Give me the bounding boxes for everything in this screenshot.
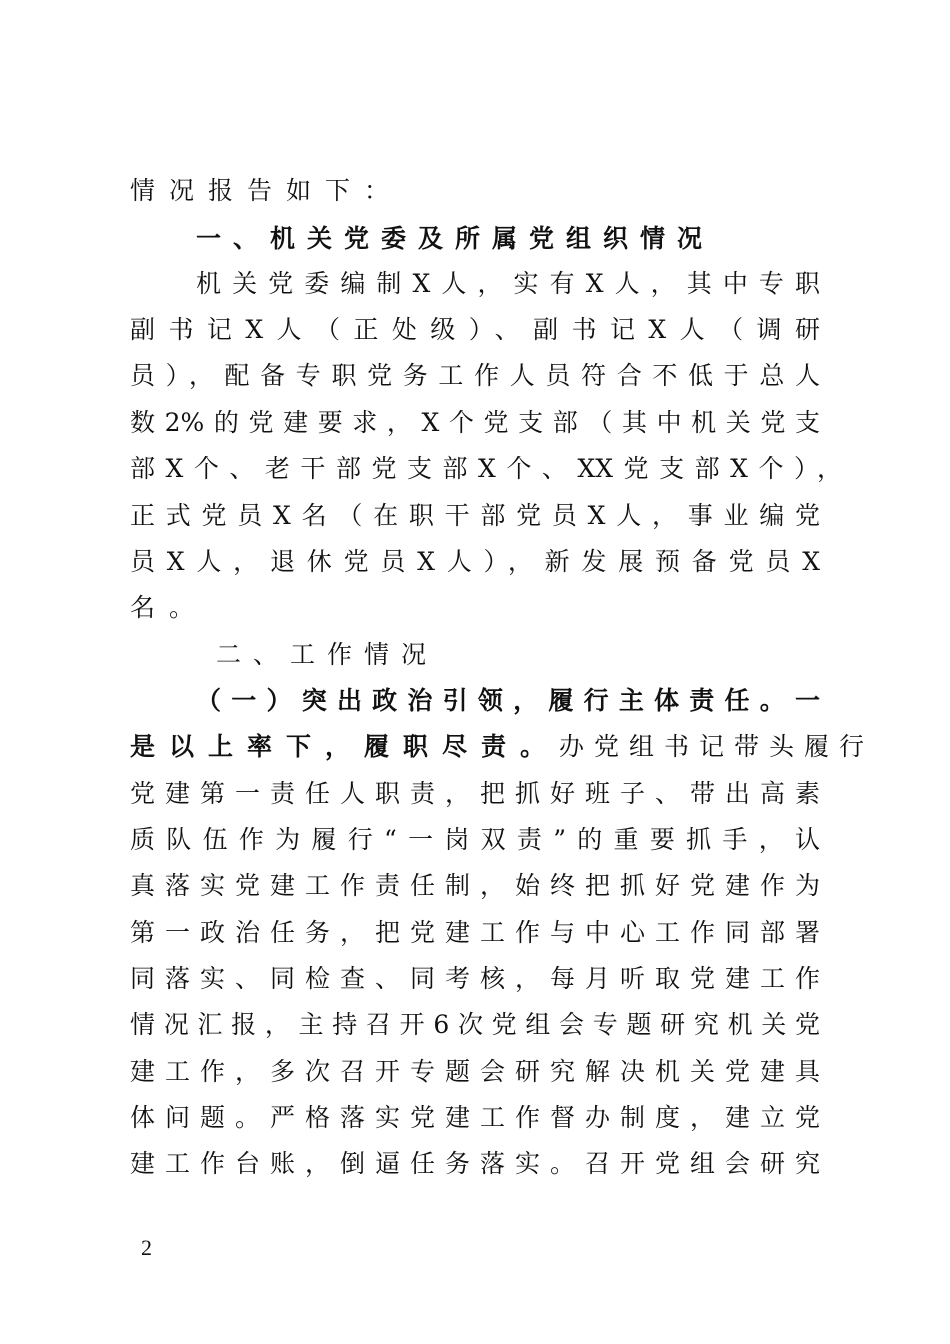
body-line: 机关党委编制X人，实有X人，其中专职 (196, 269, 820, 298)
body-line: 建工作，多次召开专题会研究解决机关党建具 (130, 1057, 820, 1086)
body-line: 第一政治任务，把党建工作与中心工作同部署 (130, 918, 820, 947)
body-line: 建工作台账，倒逼任务落实。召开党组会研究 (130, 1149, 820, 1178)
body-line: 正式党员X名（在职干部党员X人，事业编党 (130, 501, 820, 530)
body-line: 员），配备专职党务工作人员符合不低于总人 (130, 361, 820, 390)
body-line: 体问题。严格落实党建工作督办制度，建立党 (130, 1103, 820, 1132)
subsection-heading: （一）突出政治引领，履行主体责任。一 (196, 686, 820, 715)
bold-lead-phrase: 是以上率下，履职尽责。 (130, 732, 560, 761)
body-line: 名。 (130, 593, 209, 622)
mixed-line (130, 728, 875, 766)
body-line: 质队伍作为履行“一岗双责”的重要抓手，认 (130, 825, 820, 854)
body-line: 数2%的党建要求，X个党支部（其中机关党支 (130, 408, 820, 437)
page-number: 2 (141, 1235, 152, 1260)
body-line: 情况汇报，主持召开6次党组会专题研究机关党 (130, 1010, 820, 1039)
body-line: 情况报告如下： (130, 176, 404, 205)
body-line: 部X个、老干部党支部X个、XX党支部X个）， (130, 454, 842, 483)
section-heading-1: 一、机关党委及所属党组织情况 (196, 224, 715, 253)
body-line: 员X人，退休党员X人），新发展预备党员X (130, 547, 820, 576)
body-line: 真落实党建工作责任制，始终把抓好党建作为 (130, 871, 820, 900)
section-heading-2: 二、工作情况 (216, 640, 439, 669)
body-line: 同落实、同检查、同考核，每月听取党建工作 (130, 964, 820, 993)
body-line: 副书记X人（正处级）、副书记X人（调研 (130, 315, 820, 344)
body-line: 党建第一责任人职责，把抓好班子、带出高素 (130, 779, 820, 808)
body-text: 办党组书记带头履行 (559, 732, 875, 761)
